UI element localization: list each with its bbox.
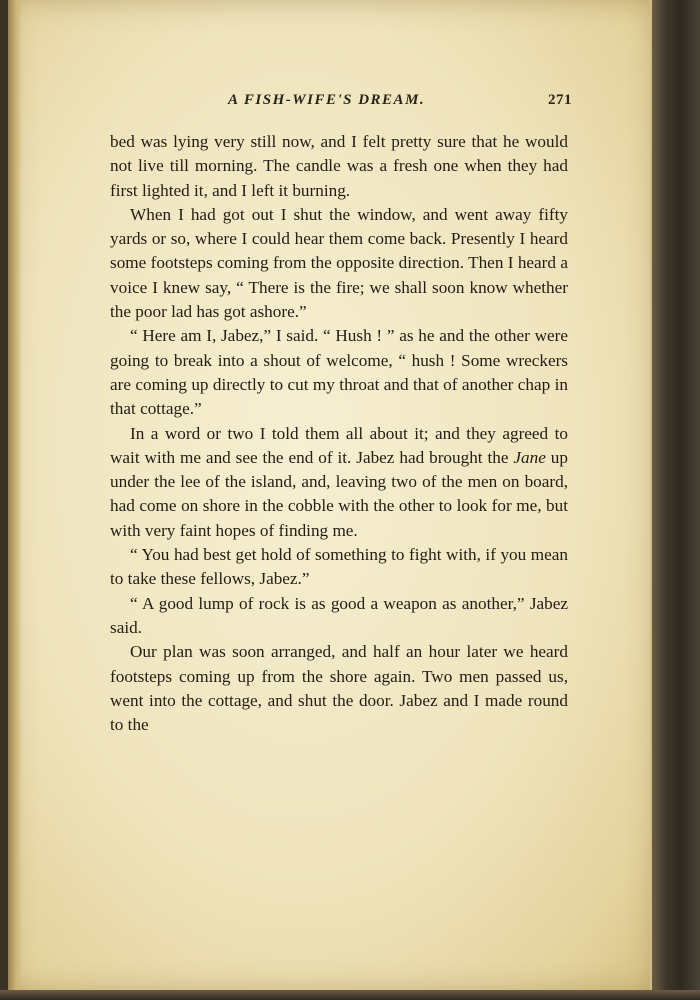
paragraph: “ Here am I, Jabez,” I said. “ Hush ! ” as he and the other were going to break into a shout of welcome, “ hush ! Some wreckers are coming up directly to cut my throat and that of another chap in that cottage.” [110, 326, 568, 419]
paragraph-text: up under the lee of the island, and, leaving two of the men on board, had come on shore in the cobble with the other to look for me, but with very faint hopes of finding me. [110, 447, 568, 540]
book-page [8, 0, 656, 992]
ship-name: Jane [513, 447, 546, 467]
paragraph: Our plan was soon arranged, and half an hour later we heard footsteps coming up from the shore again. Two men passed us, went into the cottage, and shut the door. Jabez and I made round to the [110, 642, 568, 735]
body-text [110, 130, 568, 737]
page-number: 271 [548, 92, 572, 108]
book-cover-edge [652, 0, 700, 1000]
paragraph: “ You had best get hold of something to fight with, if you mean to take these fellows, Jabez.” [110, 545, 568, 589]
page-header [108, 92, 572, 114]
paragraph: When I had got out I shut the window, and went away fifty yards or so, where I could hear them come back. Presently I heard some footsteps coming from the opposite direction. Then I heard a voice I knew say, “ There is the fire; we shall soon know whether the poor lad has got ashore.” [110, 204, 568, 322]
paragraph [110, 422, 568, 543]
running-title: A FISH-WIFE'S DREAM. [228, 92, 426, 108]
page-gutter [8, 0, 22, 1000]
paragraph: “ A good lump of rock is as good a weapon as another,” Jabez said. [110, 593, 568, 637]
book-bottom-edge [0, 990, 700, 1000]
paragraph: bed was lying very still now, and I felt pretty sure that he would not live till morning. The candle was a fresh one when they had first lighted it, and I left it burning. [110, 132, 568, 200]
paragraph-text: In a word or two I told them all about it; and they agreed to wait with me and see the end of it. Jabez had brought the [110, 423, 568, 467]
